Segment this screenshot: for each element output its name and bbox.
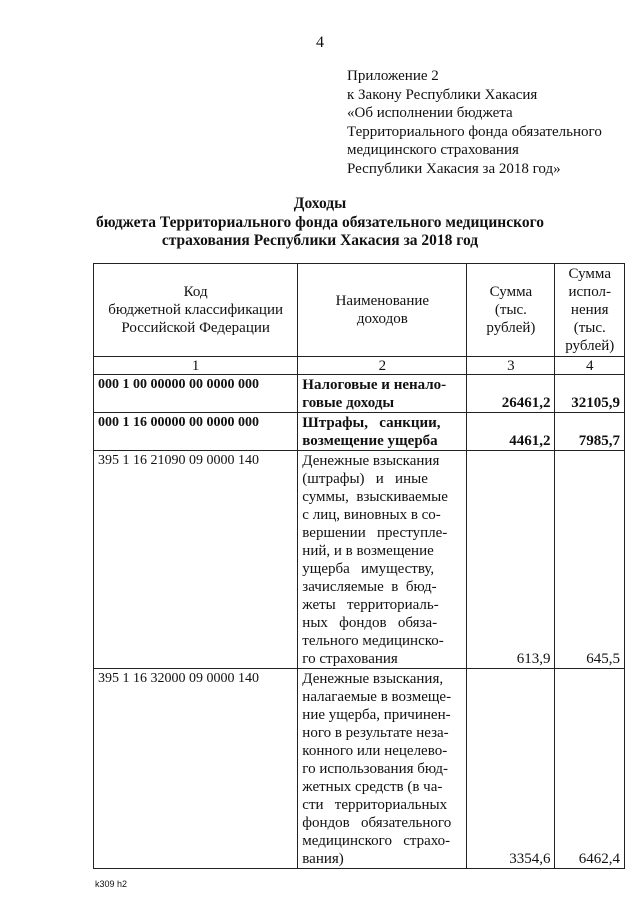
appendix-line: медицинского страхования [347, 142, 519, 158]
table-body [94, 375, 625, 869]
cell-name-line: зачисляемые в бюд- [302, 579, 437, 595]
cell-name-line: жетных средств (в ча- [302, 779, 443, 795]
header-execution [555, 264, 625, 357]
cell-name-line: конного или нецелево- [302, 743, 448, 759]
column-number: 4 [555, 357, 625, 375]
title-line: бюджета Территориального фонда обязательного медицинского [96, 213, 544, 231]
cell-name-line: ущерба имуществу, [302, 561, 435, 577]
cell-code: 395 1 16 32000 09 0000 140 [94, 669, 298, 869]
cell-name-line: ных фондов обяза- [302, 615, 438, 631]
appendix-header [347, 67, 632, 178]
header-exec-line: Сумма [568, 266, 611, 282]
cell-sum: 4461,2 [467, 413, 555, 451]
table-header-row [94, 264, 625, 357]
table-row [94, 451, 625, 669]
cell-name-line: го страхования [302, 651, 398, 667]
cell-name-line: вершении преступле- [302, 525, 448, 541]
header-code-line: Российской Федерации [121, 320, 270, 336]
cell-name [298, 669, 467, 869]
cell-code: 000 1 16 00000 00 0000 000 [94, 413, 298, 451]
header-name-line: Наименование [335, 293, 430, 309]
appendix-line: к Закону Республики Хакасия [347, 86, 538, 103]
cell-name [298, 451, 467, 669]
appendix-line: Республики Хакасия за 2018 год» [347, 160, 561, 177]
cell-name-line: говые доходы [302, 395, 395, 411]
cell-name-line: Денежные взыскания, [302, 671, 444, 687]
cell-name-line: Денежные взыскания [302, 453, 440, 469]
cell-name-line: го использования бюд- [302, 761, 448, 777]
cell-name-line: Налоговые и ненало- [302, 377, 447, 393]
page-number: 4 [316, 34, 324, 51]
header-exec-line: рублей) [565, 338, 615, 354]
header-exec-line: (тыс. [573, 320, 606, 336]
header-sum [467, 264, 555, 357]
column-number: 3 [467, 357, 555, 375]
cell-sum: 613,9 [467, 451, 555, 669]
cell-sum: 3354,6 [467, 669, 555, 869]
cell-name-line: фондов обязательного [302, 815, 452, 831]
cell-name-line: Штрафы, санкции, [302, 415, 441, 431]
cell-name-line: сти территориальных [302, 797, 448, 813]
cell-execution: 6462,4 [555, 669, 625, 869]
document-title [0, 195, 640, 251]
income-table [93, 263, 625, 869]
title-line: страхования Республики Хакасия за 2018 год [161, 232, 479, 249]
table-row [94, 375, 625, 413]
cell-name-line: с лиц, виновных в со- [302, 507, 441, 523]
cell-code: 000 1 00 00000 00 0000 000 [94, 375, 298, 413]
header-exec-line: нения [570, 302, 609, 318]
header-code-line: Код [183, 284, 208, 300]
column-number: 1 [94, 357, 298, 375]
cell-name-line: ние ущерба, причинен- [302, 707, 451, 723]
cell-name-line: ного в результате неза- [302, 725, 449, 741]
appendix-line: Приложение 2 [347, 68, 439, 84]
appendix-line: Территориального фонда обязательного [347, 123, 602, 140]
footer-code: k309 h2 [95, 879, 128, 889]
cell-name-line: (штрафы) и иные [302, 471, 428, 487]
cell-name-line: возмещение ущерба [302, 433, 438, 449]
cell-name [298, 375, 467, 413]
cell-name-line: тельного медицинско- [302, 633, 444, 649]
cell-name-line: жеты территориаль- [302, 597, 439, 613]
cell-execution: 7985,7 [555, 413, 625, 451]
header-exec-line: испол- [568, 284, 611, 300]
cell-name-line: налагаемые в возмеще- [302, 689, 452, 705]
column-number-row [94, 357, 625, 375]
column-number: 2 [298, 357, 467, 375]
header-name-line: доходов [356, 311, 408, 327]
cell-sum: 26461,2 [467, 375, 555, 413]
cell-name-line: ний, и в возмещение [302, 543, 434, 559]
table-row [94, 669, 625, 869]
header-sum-line: рублей) [486, 320, 536, 336]
appendix-line: «Об исполнении бюджета [347, 105, 513, 121]
title-line: Доходы [293, 195, 347, 212]
header-sum-line: Сумма [489, 284, 533, 300]
cell-name [298, 413, 467, 451]
cell-execution: 32105,9 [555, 375, 625, 413]
cell-name-line: суммы, взыскиваемые [302, 489, 448, 505]
cell-name-line: медицинского страхо- [302, 833, 451, 849]
cell-execution: 645,5 [555, 451, 625, 669]
header-code-line: бюджетной классификации [108, 302, 283, 318]
table-row [94, 413, 625, 451]
header-name [298, 264, 467, 357]
header-sum-line: (тыс. [494, 302, 527, 318]
header-code [94, 264, 298, 357]
cell-code: 395 1 16 21090 09 0000 140 [94, 451, 298, 669]
cell-name-line: вания) [302, 851, 344, 867]
